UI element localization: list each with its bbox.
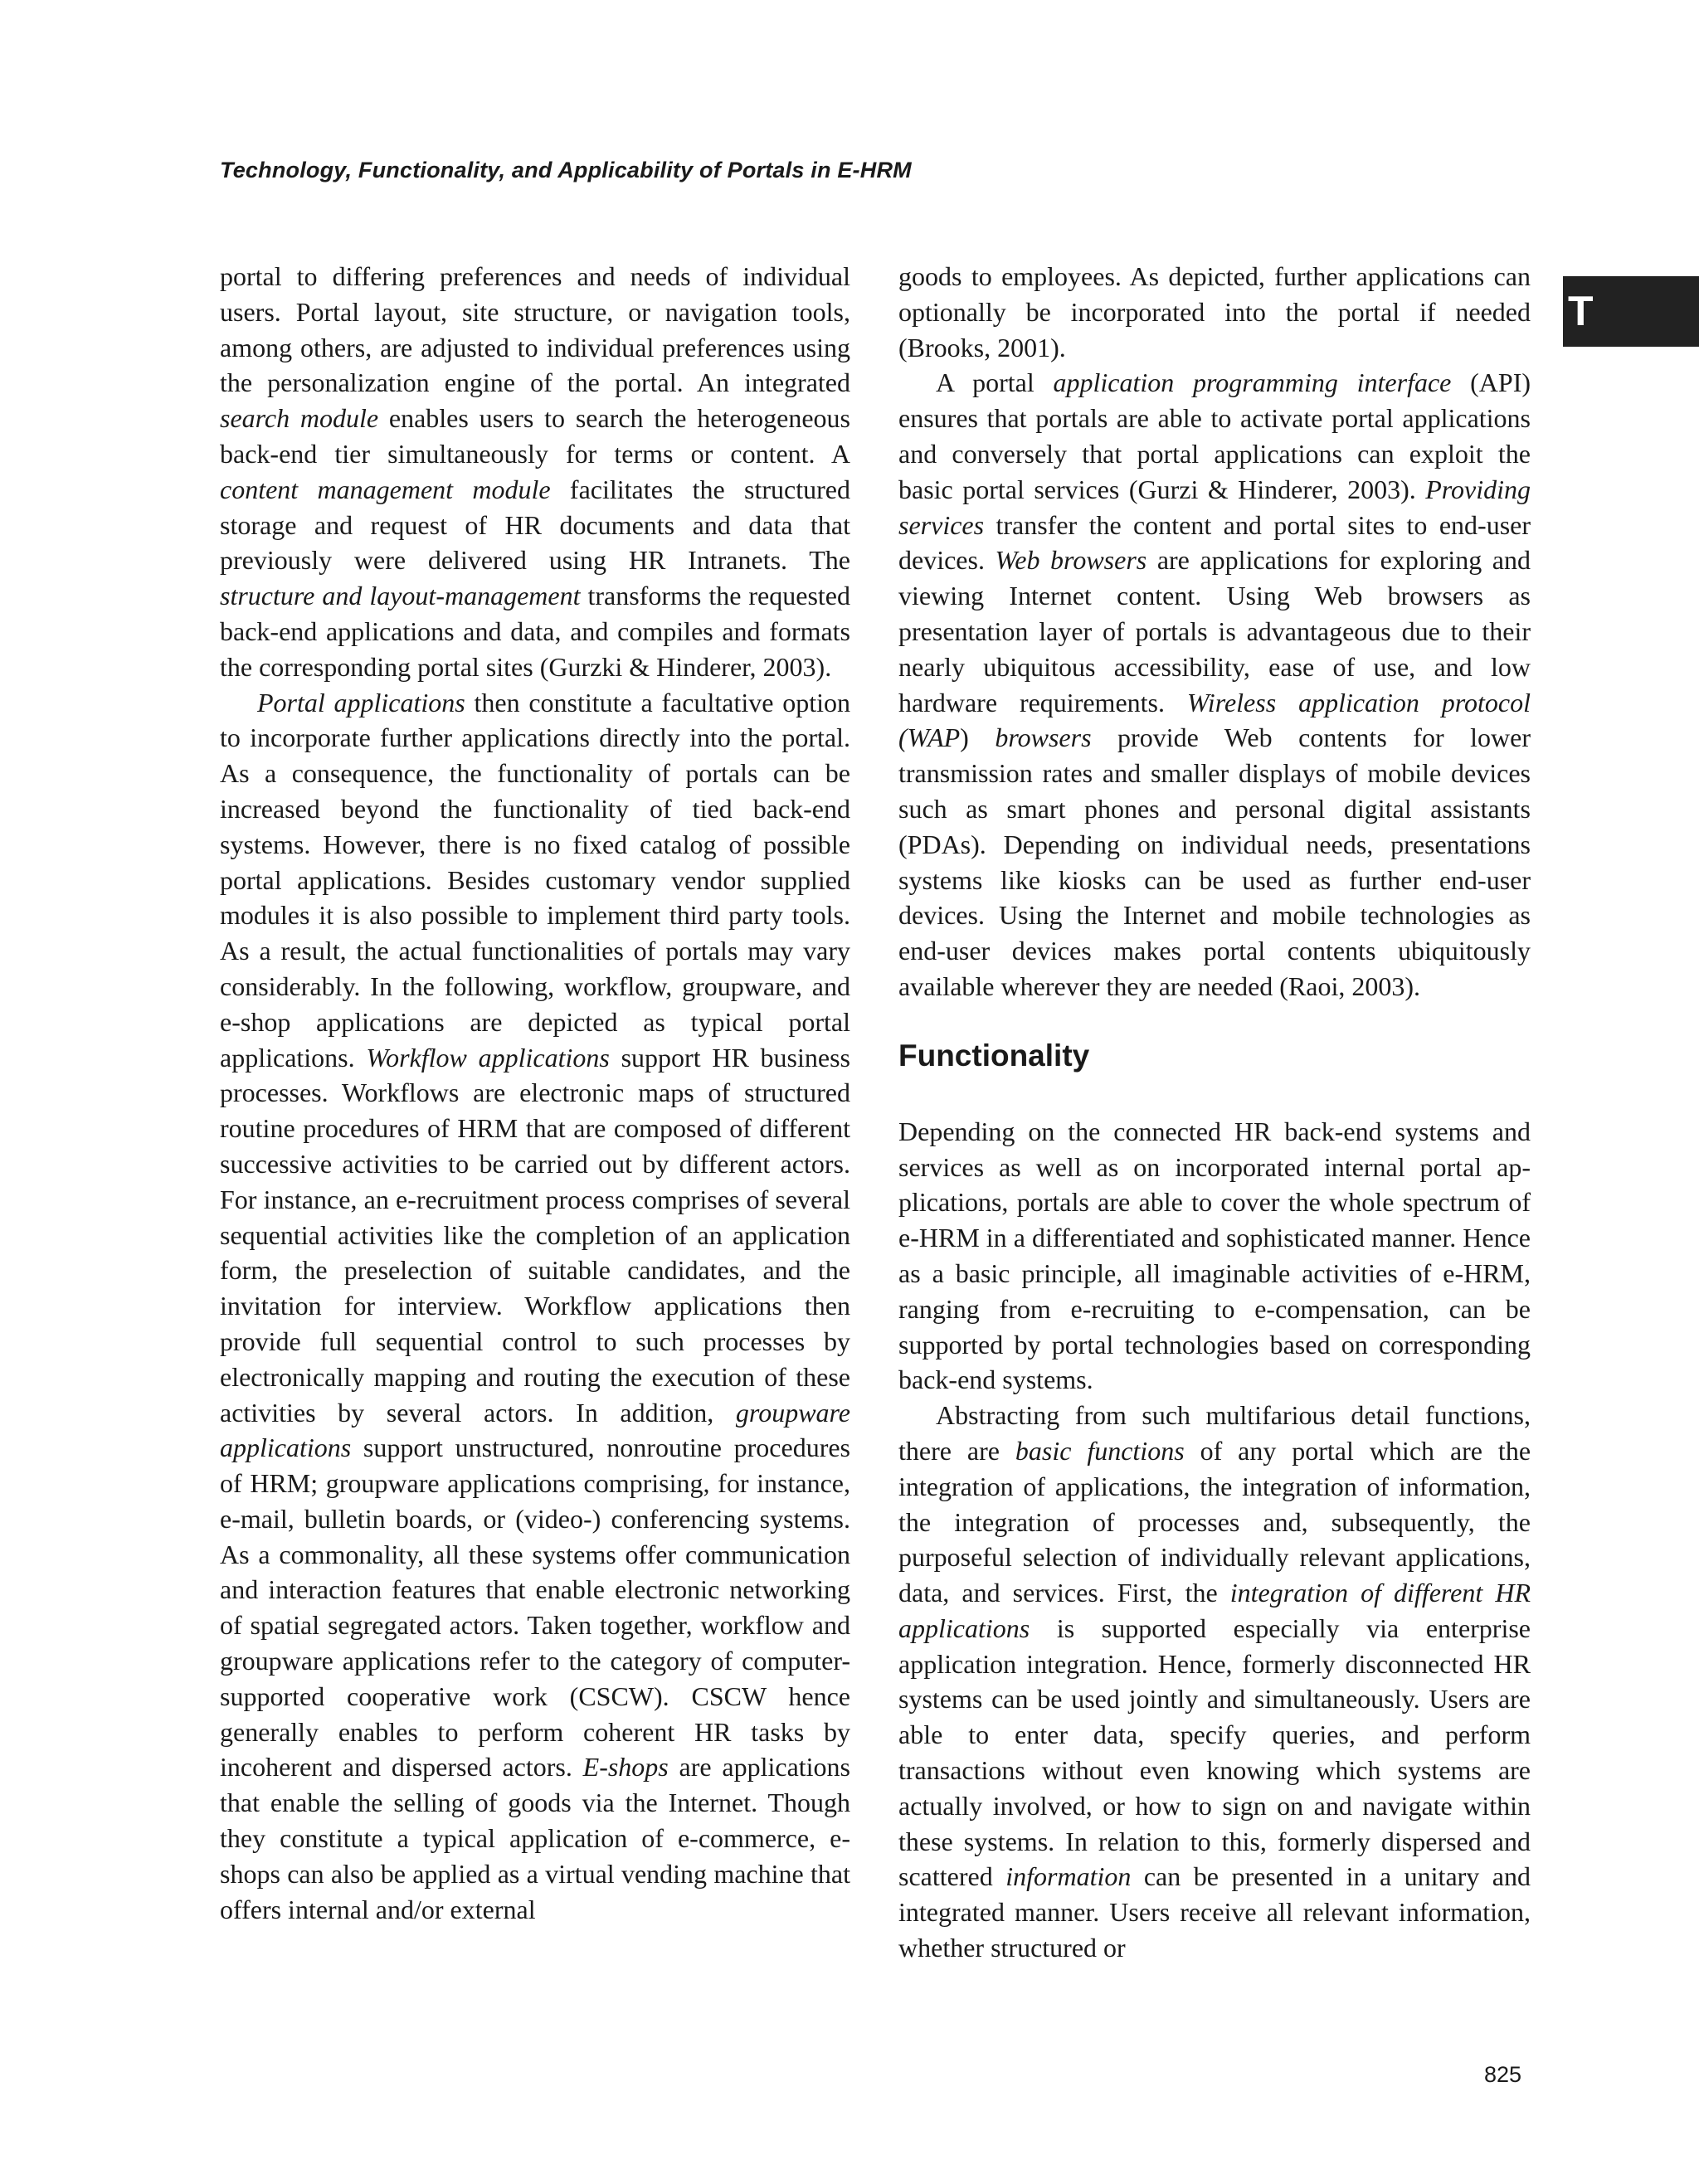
text-run: provide Web contents for lower transmission rates and smaller displays of mobile devices such as smart phones and personal digital assistants (PDAs). Depending on individual needs, presentations systems like kiosks can be used as further end-user devices. Using the Internet and mobile technologies as end-user devices makes portal contents ubiquitously available wherever they are needed (Raoi, 2003). bbox=[898, 722, 1531, 1001]
emphasis: information bbox=[1005, 1861, 1132, 1892]
emphasis: content management module bbox=[220, 474, 551, 504]
text-run: transfer the content and portal sites to end-user devices. bbox=[898, 509, 1531, 576]
text-run: support HR business processes. Workflows are electronic maps of structured routine procedures of HRM that are composed of different successive activities to be carried out by different actors. For instance, an e-recruitment process comprises of several sequential activities like the completion of an application form, the preselection of suitable candidates, and the invitation for interview. Workflow applications then provide full sequential control to such processes by electronically mapping and routing the execution of these activities by several actors. In addition, bbox=[220, 1042, 850, 1428]
text-run: is supported especially via enterprise application integration. Hence, formerly disconnected HR systems can be used jointly and simultaneously. Users are able to enter data, specify queries, and perform transactions without even knowing which systems are actually involved, or how to sign on and navigate within these systems. In relation to this, formerly dispersed and scattered bbox=[898, 1612, 1531, 1892]
emphasis: Portal applications bbox=[257, 687, 465, 717]
emphasis: Providing services bbox=[898, 474, 1531, 540]
emphasis: browsers bbox=[995, 722, 1092, 753]
text-run: transforms the requested back-end applications and data, and compiles and formats the corresponding portal sites (Gurzki & Hinderer, 2003). bbox=[220, 581, 850, 682]
paragraph bbox=[220, 685, 850, 1928]
emphasis: Web browsers bbox=[995, 545, 1147, 576]
emphasis: search module bbox=[220, 403, 379, 434]
paragraph bbox=[898, 1114, 1531, 1398]
paragraph bbox=[898, 259, 1531, 365]
emphasis: Wireless application protocol (WAP bbox=[898, 687, 1531, 753]
paragraph bbox=[220, 259, 850, 685]
text-run: enables users to search the heterogeneous back-end tier simultaneously for terms or content. A bbox=[220, 403, 851, 469]
emphasis: structure and layout-management bbox=[220, 581, 581, 611]
emphasis: groupware applications bbox=[220, 1397, 850, 1463]
text-run: portal to differing preferences and needs of individual users. Portal layout, site structure, or navigation tools, among others, are adjusted to individual preferences using the personalization engine of the portal. An integrated bbox=[220, 261, 850, 398]
section-heading: Functionality bbox=[898, 1038, 1090, 1073]
text-run: Abstracting from such multifarious detail functions, there are bbox=[898, 1400, 1531, 1466]
emphasis: basic functions bbox=[1015, 1435, 1185, 1466]
text-run: Depending on the connected HR back-end systems and services as well as on incorporated internal portal applications, portals are able to cover the whole spectrum of e-HRM in a differentiated and sophisticated manner. Hence as a basic principle, all imaginable activities of e-HRM, ranging from e-recruiting to e-compensation, can be supported by portal technologies based on corresponding back-end systems. bbox=[898, 1116, 1531, 1395]
emphasis: E-shops bbox=[582, 1752, 669, 1783]
emphasis: integration of different HR applications bbox=[898, 1578, 1531, 1643]
text-run: are applications that enable the selling of goods via the Internet. Though they constitute a typical application of e-commerce, e-shops can also be applied as a virtual vending machine that offers internal and/or external bbox=[220, 1752, 850, 1924]
text-run: goods to employees. As depicted, further applications can optionally be incorporated into the portal if needed (Brooks, 2001). bbox=[898, 261, 1531, 362]
text-run: A portal bbox=[936, 367, 1054, 398]
emphasis: application programming interface bbox=[1053, 367, 1452, 398]
text-run: support unstructured, nonroutine procedures of HRM; groupware applications comprising, for instance, e-mail, bulletin boards, or (video-) conferencing systems. As a commonality, all these systems offer communication and interaction features that enable electronic networking of spatial segregated actors. Taken together, workflow and groupware applications refer to the category of computer-supported cooperative work (CSCW). CSCW hence generally enables to perform coherent HR tasks by incoherent and dispersed actors. bbox=[220, 1432, 850, 1783]
text-run: facilitates the structured storage and request of HR documents and data that previously were delivered using HR Intranets. The bbox=[220, 474, 851, 576]
emphasis: Workflow applications bbox=[366, 1042, 610, 1073]
text-run: are applications for exploring and viewing Internet content. Using Web browsers as presentation layer of portals is advantageous due to their nearly ubiquitous accessibility, ease of use, and low hardware requirements. bbox=[898, 545, 1531, 717]
paragraph bbox=[898, 1398, 1531, 1966]
right-column bbox=[898, 259, 1531, 1966]
text-run: can be presented in a unitary and integrated manner. Users receive all relevant information, whether structured or bbox=[898, 1861, 1531, 1963]
text-run: ) bbox=[960, 722, 996, 753]
section-tab-marker: T bbox=[1563, 276, 1699, 347]
text-run: then constitute a facultative option to incorporate further applications directly into the portal. As a consequence, the functionality of portals can be increased beyond the functionality of tied back-end systems. However, there is no fixed catalog of possible portal applications. Besides customary vendor supplied modules it is also possible to implement third party tools. As a result, the actual functionalities of portals may vary considerably. In the following, workflow, groupware, and e-shop applications are depicted as typical portal applications. bbox=[220, 687, 851, 1073]
running-header-title: Technology, Functionality, and Applicability of Portals in E-HRM bbox=[220, 158, 912, 182]
text-run: of any portal which are the integration of applications, the integration of information, the integration of processes and, subsequently, the purposeful selection of individually relevant applications, data, and services. First, the bbox=[898, 1435, 1531, 1608]
page-number: 825 bbox=[1484, 2062, 1522, 2087]
paragraph bbox=[898, 365, 1531, 1004]
left-column bbox=[220, 259, 850, 1927]
text-run: (API) ensures that portals are able to activate portal applications and conversely that portal applications can exploit the basic portal services (Gurzi & Hinderer, 2003). bbox=[898, 367, 1531, 504]
